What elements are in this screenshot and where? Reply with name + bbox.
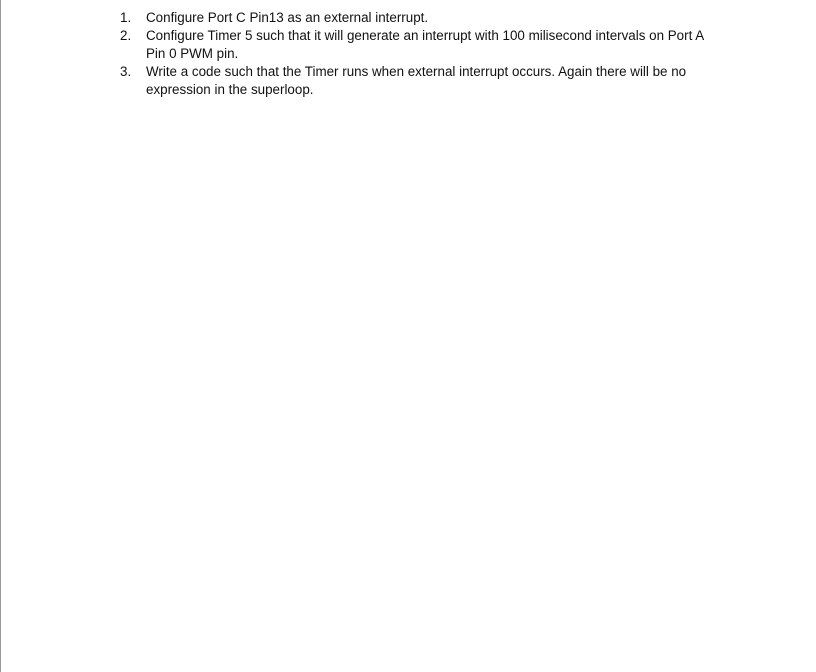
task-list <box>120 9 720 99</box>
task-item-1 <box>120 9 720 27</box>
task-text: Configure Timer 5 such that it will generate an interrupt with 100 milisecond intervals on Port A Pin 0 PWM pin. <box>146 28 704 61</box>
task-text: Write a code such that the Timer runs when external interrupt occurs. Again there will be no expression in the superloop. <box>146 64 687 97</box>
task-number: 1. <box>120 10 132 25</box>
task-number: 2. <box>120 28 132 43</box>
task-text: Configure Port C Pin13 as an external interrupt. <box>146 10 429 25</box>
task-item-2 <box>120 27 720 63</box>
task-item-3 <box>120 63 720 99</box>
task-number: 3. <box>120 64 132 79</box>
